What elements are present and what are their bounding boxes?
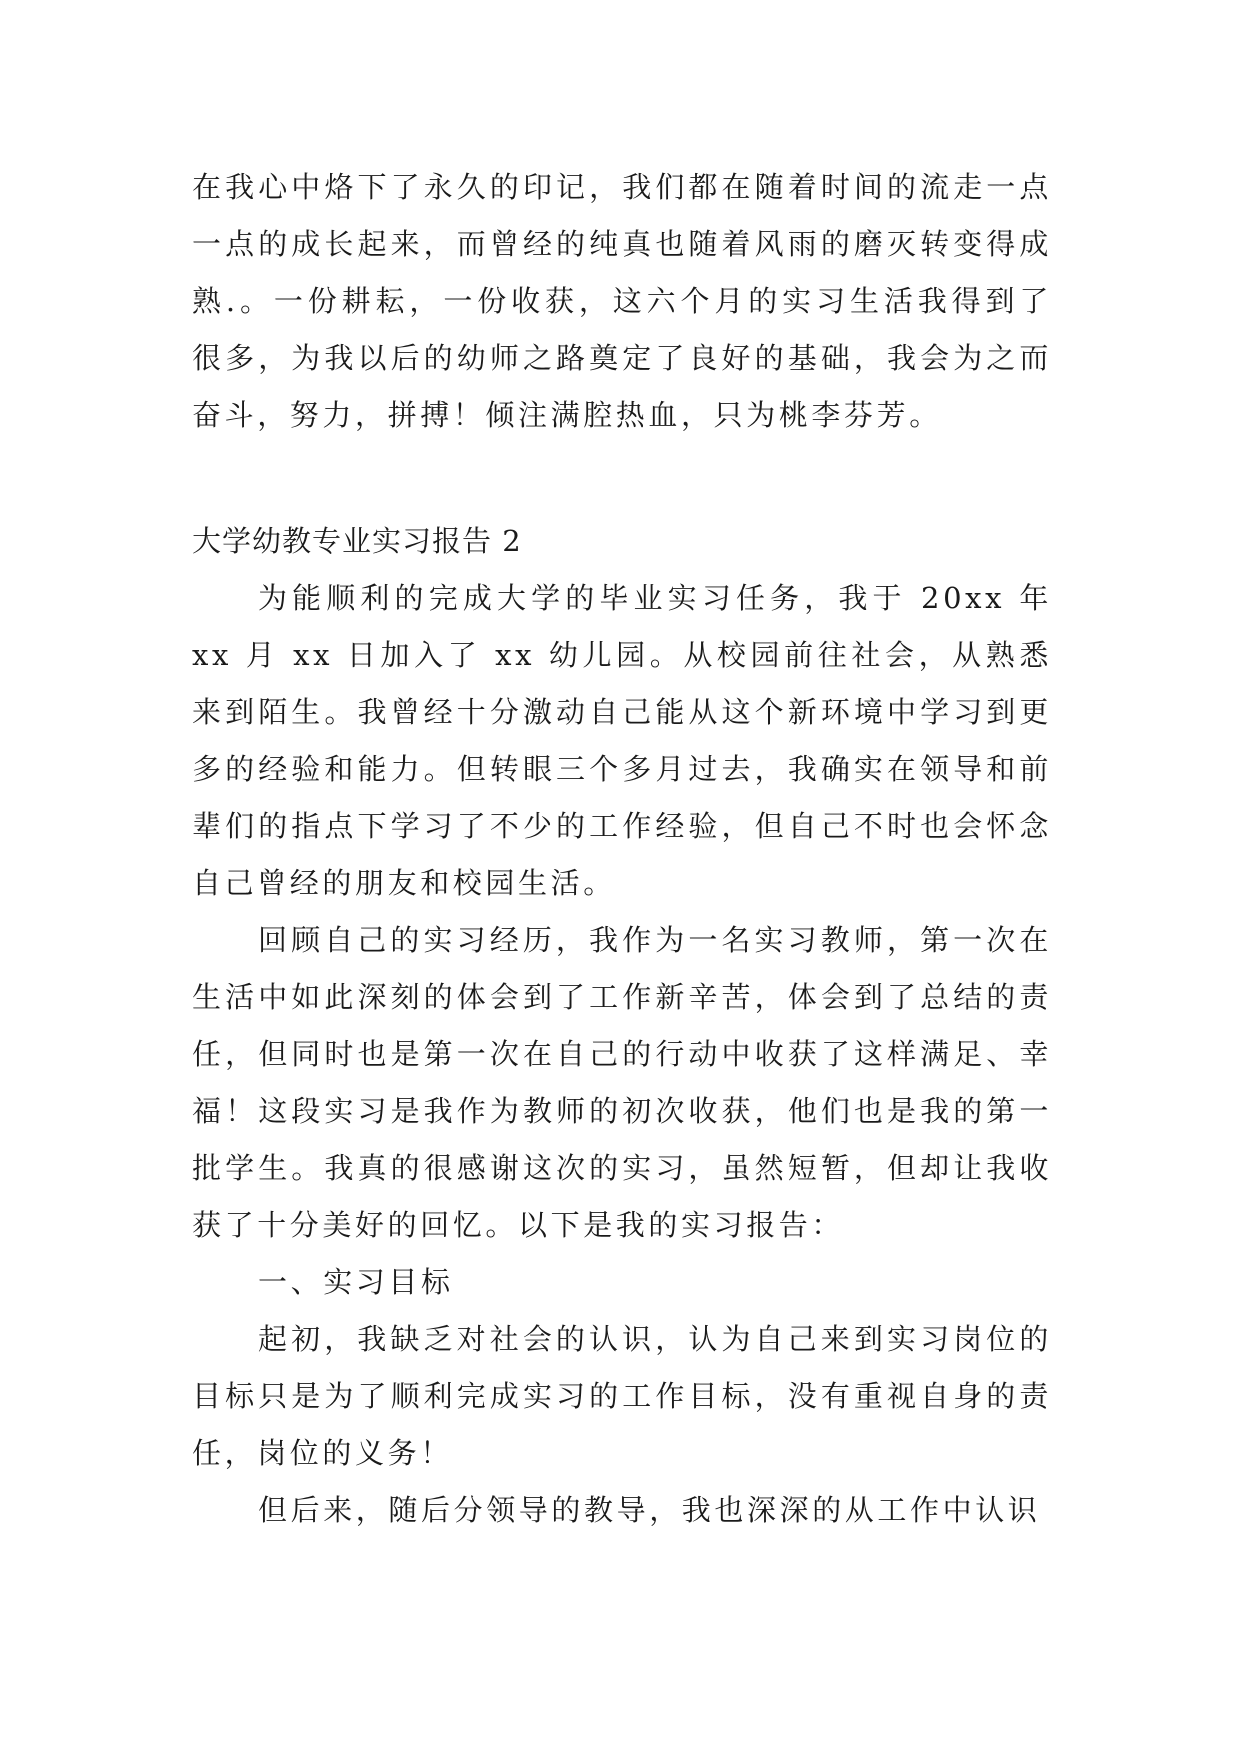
paragraph-goals: 起初，我缺乏对社会的认识，认为自己来到实习岗位的目标只是为了顺利完成实习的工作目标，没有重视自身的责任，岗位的义务！ xyxy=(192,1322,1052,1470)
paragraph-review: 回顾自己的实习经历，我作为一名实习教师，第一次在生活中如此深刻的体会到了工作新辛苦，体会到了总结的责任，但同时也是第一次在自己的行动中收获了这样满足、幸福！这段实习是我作为教师的初次收获，他们也是我的第一批学生。我真的很感谢这次的实习，虽然短暂，但却让我收获了十分美好的回忆。以下是我的实习报告： xyxy=(192,923,1052,1242)
report-body xyxy=(192,570,1052,1539)
subheading-goals: 一、实习目标 xyxy=(258,1265,454,1299)
paragraph-later: 但后来，随后分领导的教导，我也深深的从工作中认识 xyxy=(258,1493,1041,1527)
section-title: 大学幼教专业实习报告 2 xyxy=(192,524,522,558)
paragraph-text: 在我心中烙下了永久的印记，我们都在随着时间的流走一点一点的成长起来，而曾经的纯真也随着风雨的磨灭转变得成熟.。一份耕耘，一份收获，这六个月的实习生活我得到了很多，为我以后的幼师之路奠定了良好的基础，我会为之而奋斗，努力，拼搏！倾注满腔热血，只为桃李芬芳。 xyxy=(192,170,1052,432)
continuation-paragraph xyxy=(192,159,1052,444)
section-heading xyxy=(192,513,1052,570)
paragraph-intro: 为能顺利的完成大学的毕业实习任务，我于 20xx 年 xx 月 xx 日加入了 xx 幼儿园。从校园前往社会，从熟悉来到陌生。我曾经十分激动自己能从这个新环境中学习到更多的经验和能力。但转眼三个多月过去，我确实在领导和前辈们的指点下学习了不少的工作经验，但自己不时也会怀念自己曾经的朋友和校园生活。 xyxy=(192,581,1052,900)
